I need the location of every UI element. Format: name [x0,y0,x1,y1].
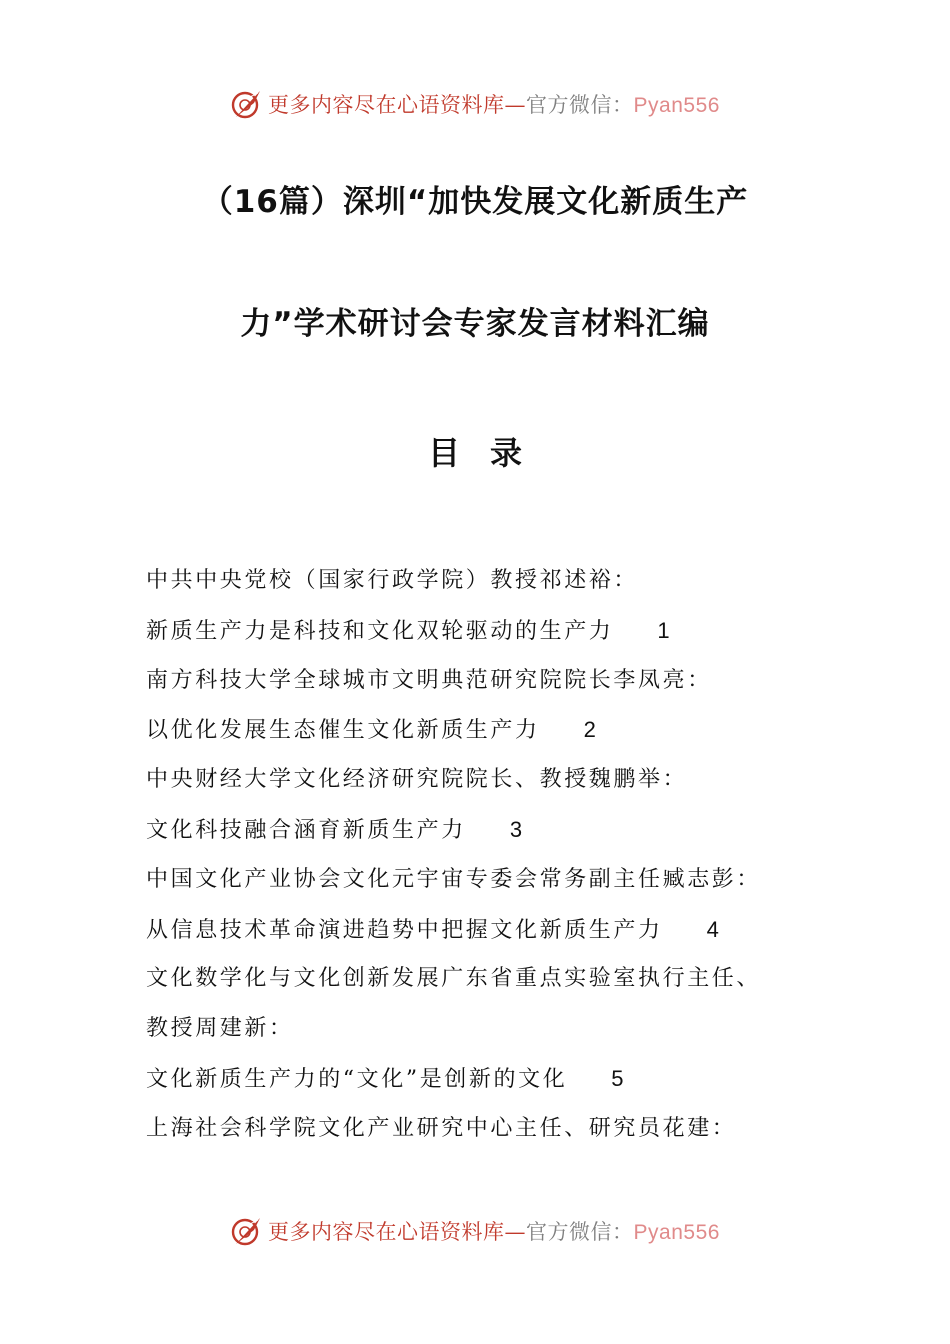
toc-line-text: 中国文化产业协会文化元宇宙专委会常务副主任臧志彭： [146,866,762,892]
toc-line-text: 文化数学化与文化创新发展广东省重点实验室执行主任、 [146,966,762,992]
watermark-text [268,89,720,119]
toc-line-text: 文化新质生产力的“文化”是创新的文化 [146,1066,568,1092]
toc-line [146,665,826,715]
watermark-brand: 更多内容尽在心语资料库 [268,93,505,117]
toc-page-number: 2 [583,717,596,743]
toc-line-text: 从信息技术革命演进趋势中把握文化新质生产力 [146,917,663,943]
toc-line [146,1113,826,1163]
toc-line-text: 南方科技大学全球城市文明典范研究院院长李凤亮： [146,667,712,693]
toc-line [146,1063,826,1113]
toc-page-number: 3 [509,816,523,842]
toc-line [146,1013,826,1063]
toc-line-text: 中央财经大学文化经济研究院院长、教授魏鹏举： [146,767,688,793]
toc-line-text: 新质生产力是科技和文化双轮驱动的生产力 [146,618,614,644]
toc-line [146,963,826,1013]
toc-line [146,864,826,914]
toc-line [146,814,826,864]
table-of-contents [146,565,826,1163]
toc-line [146,764,826,814]
toc-line [146,914,826,964]
watermark-dash: — [504,1220,527,1244]
document-title-line-2: 力”学术研讨会专家发言材料汇编 [240,306,710,342]
toc-page-number: 4 [706,916,719,942]
watermark-contact-label: 官方微信： [526,93,634,117]
toc-line-text: 以优化发展生态催生文化新质生产力 [146,718,540,744]
toc-line-text: 文化科技融合涵育新质生产力 [146,817,466,843]
toc-line [146,714,826,764]
toc-page-number: 1 [657,617,670,643]
watermark-text [268,1216,720,1246]
watermark-banner-top [0,84,950,124]
watermark-banner-bottom [0,1211,950,1251]
toc-line [146,615,826,665]
toc-line-text: 教授周建新： [146,1016,294,1042]
toc-line [146,565,826,615]
watermark-contact-id: Pyan556 [633,94,720,117]
watermark-contact-id: Pyan556 [633,1221,720,1244]
toc-heading: 目录 [427,434,552,472]
watermark-dash: — [504,93,527,117]
document-title-line-1: （16篇）深圳“加快发展文化新质生产 [201,184,749,220]
toc-line-text: 中共中央党校（国家行政学院）教授祁述裕： [146,568,639,593]
quill-logo-icon [230,1214,264,1248]
toc-line-text: 上海社会科学院文化产业研究中心主任、研究员花建： [146,1115,737,1141]
toc-page-number: 5 [611,1065,624,1091]
watermark-brand: 更多内容尽在心语资料库 [268,1220,505,1244]
watermark-contact-label: 官方微信： [526,1220,634,1244]
quill-logo-icon [230,87,264,121]
